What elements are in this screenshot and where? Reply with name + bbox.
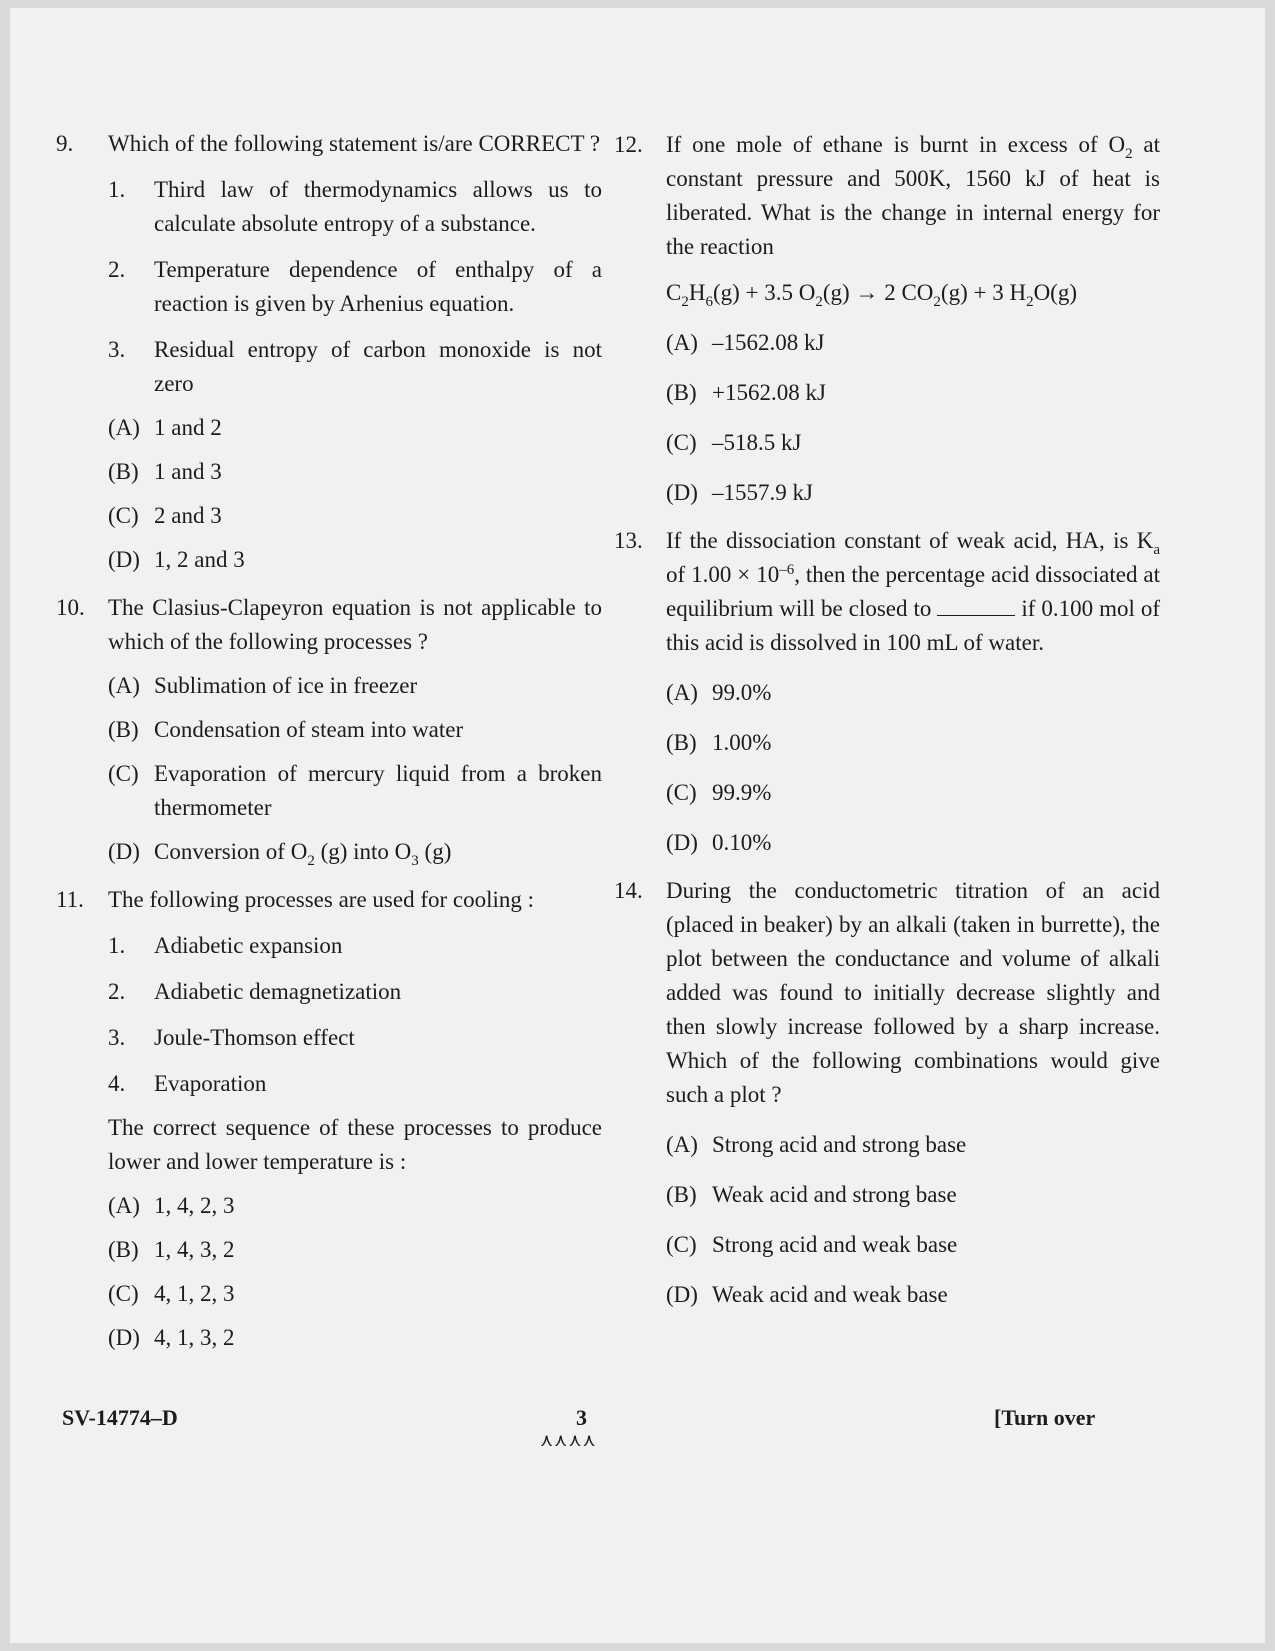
- question-number: 10.: [56, 595, 85, 620]
- option-a: (A) –1562.08 kJ: [666, 330, 825, 355]
- option-c: (C) 4, 1, 2, 3: [108, 1281, 235, 1306]
- option-c: (C) –518.5 kJ: [666, 430, 802, 455]
- option-a: (A) 1, 4, 2, 3: [108, 1193, 235, 1218]
- question-text: The following processes are used for cooling :: [108, 887, 535, 912]
- process-item: 4. Evaporation: [108, 1071, 267, 1096]
- turn-over-label: [Turn over: [994, 1405, 1096, 1430]
- question-13: [614, 524, 1160, 860]
- question-text: The Clasius-Clapeyron equation is not applicable to which of the following processes ?: [108, 595, 602, 654]
- booklet-code: SV-14774–D: [62, 1405, 178, 1430]
- option-d: (D) –1557.9 kJ: [666, 480, 813, 505]
- option-d: (D) Weak acid and weak base: [666, 1282, 948, 1307]
- option-b: (B) 1.00%: [666, 730, 772, 755]
- question-14: [614, 874, 1160, 1312]
- option-c: (C) Evaporation of mercury liquid from a broken thermometer: [108, 761, 602, 820]
- option-b: (B) 1, 4, 3, 2: [108, 1237, 235, 1262]
- process-item: 3. Joule-Thomson effect: [108, 1025, 355, 1050]
- question-12: [614, 128, 1160, 510]
- option-b: (B) Condensation of steam into water: [108, 717, 464, 742]
- question-text: If the dissociation constant of weak acid, HA, is $K_a$ of $1.00 \times 10^{-6}$, then the percentage acid dissociated at equilibrium will be closed to if 0.100 mol of this acid is dissolved in 100 mL of water.: [666, 528, 1160, 655]
- question-number: 13.: [614, 528, 643, 553]
- reaction-equation: $C_2H_6(g) + 3.5$ $O_2(g) \to 2$ $CO_2(g) + 3$ $H_2O(g)$: [666, 280, 1077, 310]
- option-b: (B) +1562.08 kJ: [666, 380, 826, 405]
- option-d: (D) 1, 2 and 3: [108, 547, 245, 572]
- question-number: 14.: [614, 878, 643, 903]
- left-column: [56, 127, 602, 1355]
- option-d: (D) Conversion of $O_2$ (g) into $O_3$ (g): [108, 839, 452, 869]
- option-a: (A) 1 and 2: [108, 415, 222, 440]
- option-a: (A) 99.0%: [666, 680, 772, 705]
- statement-item: 3. Residual entropy of carbon monoxide is not zero: [108, 337, 602, 396]
- statement-item: 2. Temperature dependence of enthalpy of a reaction is given by Arhenius equation.: [108, 257, 602, 316]
- question-number: 9.: [56, 131, 74, 156]
- question-text: During the conductometric titration of an acid (placed in beaker) by an alkali (taken in burrette), the plot between the conductance and volume of alkali added was found to initially decrease slightly and then slowly increase followed by a sharp increase. Which of the following combinations would give such a plot ?: [666, 878, 1160, 1107]
- answer-blank: [937, 593, 1015, 616]
- statement-item: 1. Third law of thermodynamics allows us to calculate absolute entropy of a substance.: [108, 177, 602, 236]
- question-text: Which of the following statement is/are CORRECT ?: [108, 131, 601, 156]
- option-c: (C) 2 and 3: [108, 503, 222, 528]
- question-text: If one mole of ethane is burnt in excess of $O_2$ at constant pressure and 500K, 1560 kJ of heat is liberated. What is the change in internal energy for the reaction: [666, 132, 1160, 259]
- option-b: (B) Weak acid and strong base: [666, 1182, 957, 1207]
- right-column: [614, 128, 1160, 1312]
- option-d: (D) 4, 1, 3, 2: [108, 1325, 235, 1350]
- option-b: (B) 1 and 3: [108, 459, 222, 484]
- process-item: 1. Adiabetic expansion: [108, 933, 343, 958]
- star-marks: ⋏⋏⋏⋏: [540, 1430, 597, 1450]
- question-9: [56, 127, 602, 577]
- question-number: 12.: [614, 132, 643, 157]
- process-item: 2. Adiabetic demagnetization: [108, 979, 402, 1004]
- option-c: (C) 99.9%: [666, 780, 772, 805]
- question-prompt: The correct sequence of these processes to produce lower and lower temperature is :: [108, 1115, 602, 1174]
- option-a: (A) Strong acid and strong base: [666, 1132, 967, 1157]
- question-number: 11.: [56, 887, 84, 912]
- option-c: (C) Strong acid and weak base: [666, 1232, 958, 1257]
- option-d: (D) 0.10%: [666, 830, 772, 855]
- option-a: (A) Sublimation of ice in freezer: [108, 673, 418, 698]
- question-10: [56, 591, 602, 869]
- question-11: [56, 883, 602, 1355]
- page-number: 3: [576, 1405, 587, 1430]
